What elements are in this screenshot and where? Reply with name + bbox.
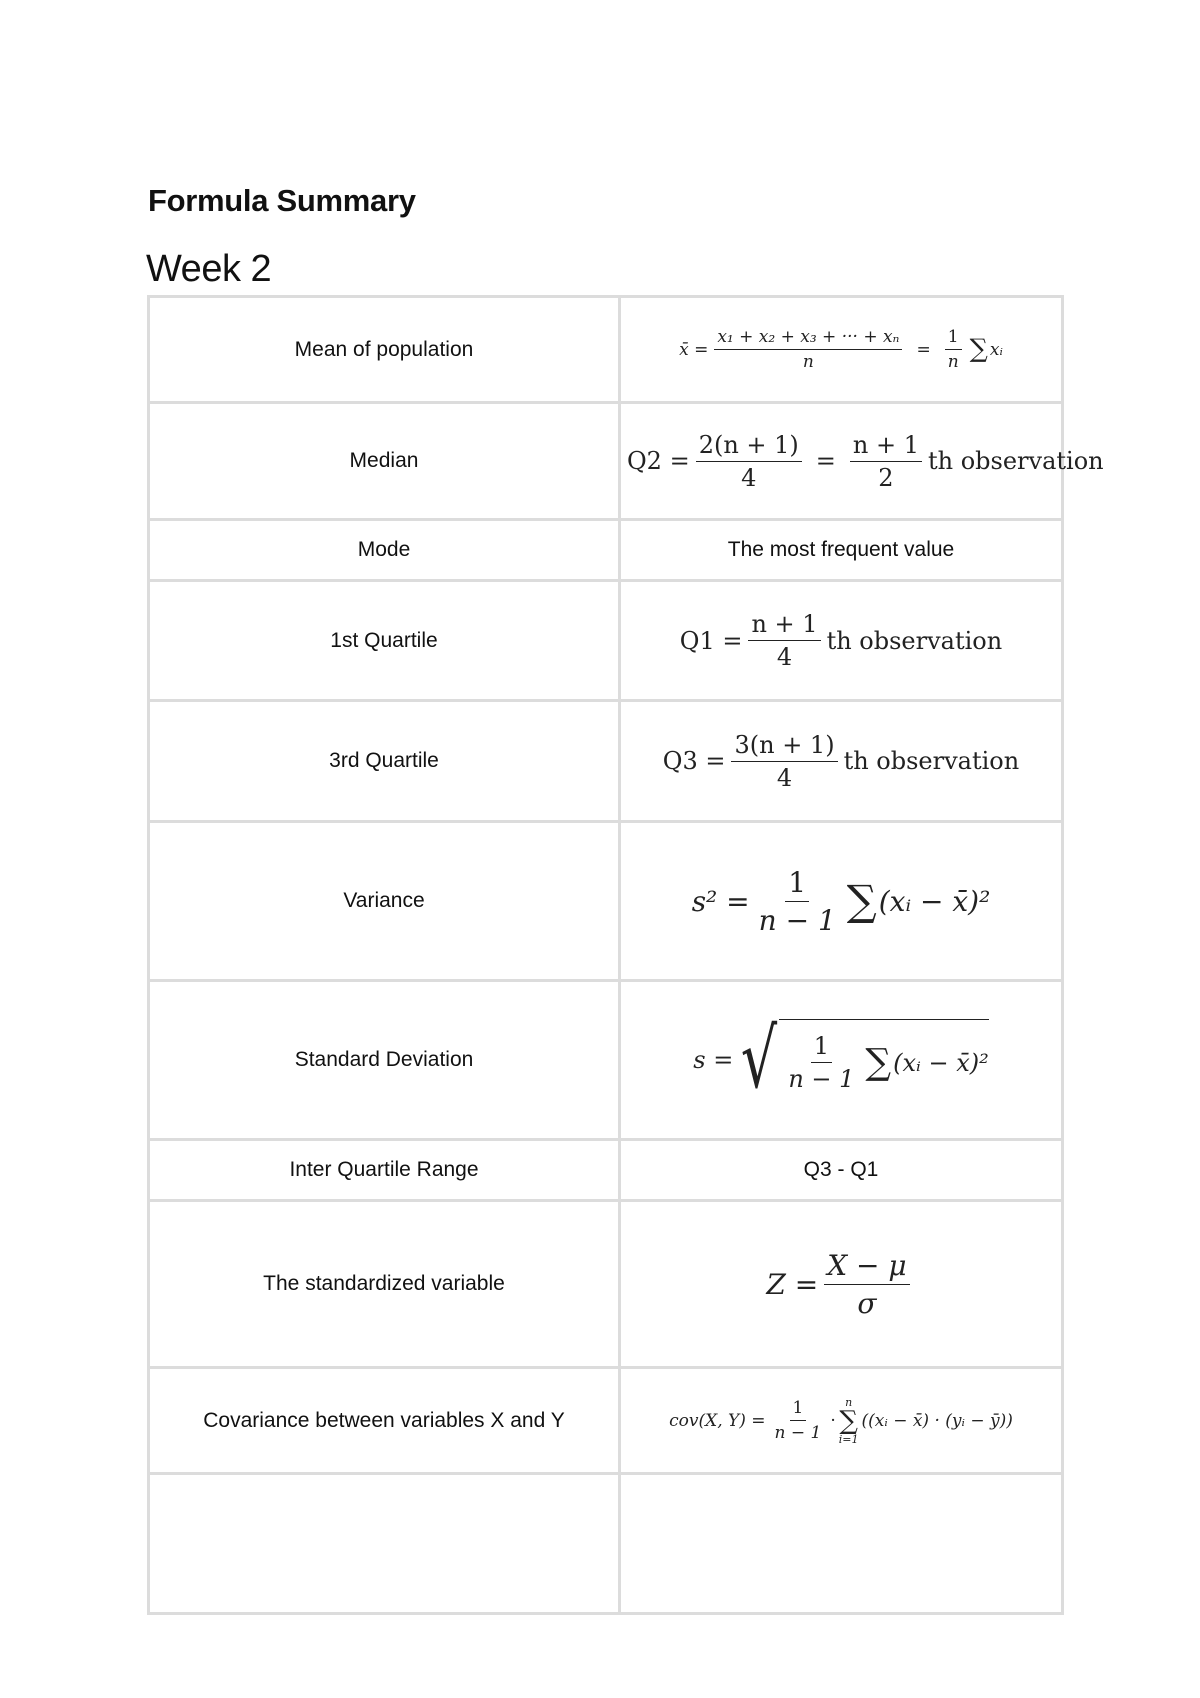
- formula-denominator: 4: [776, 643, 793, 671]
- formula-fraction: [824, 1249, 909, 1320]
- formula-denominator: σ: [857, 1286, 877, 1320]
- table-row: [149, 981, 1063, 1140]
- formula-fraction: [748, 610, 820, 671]
- formula-numerator: 1: [785, 866, 809, 902]
- variance-formula: [620, 822, 1063, 981]
- document-title: Formula Summary: [148, 183, 416, 218]
- formula-name: Covariance between variables X and Y: [149, 1368, 620, 1474]
- formula-fraction: [731, 731, 837, 792]
- formula-fraction: [785, 1032, 857, 1093]
- formula-denominator: n − 1: [788, 1065, 855, 1093]
- formula-numerator: n + 1: [748, 610, 820, 641]
- formula-numerator: n + 1: [850, 431, 922, 462]
- sum-symbol: ∑: [969, 333, 988, 364]
- median-formula: [620, 403, 1104, 520]
- table-row: [149, 701, 1063, 822]
- formula-name: Mean of population: [149, 297, 620, 403]
- formula-lhs: Q3 =: [662, 747, 726, 775]
- sum-upper-limit: n: [845, 1395, 853, 1409]
- sum-lower-limit: i=1: [838, 1432, 859, 1446]
- formula-name: Variance: [149, 822, 620, 981]
- formula-table: [147, 295, 1104, 1615]
- standard-deviation-formula: [620, 981, 1063, 1140]
- formula-lhs: cov(X, Y) =: [669, 1410, 766, 1431]
- formula-numerator: 2(n + 1): [696, 431, 802, 462]
- table-row: [149, 1474, 1063, 1614]
- table-row: [149, 297, 1063, 403]
- formula-name: Median: [149, 403, 620, 520]
- standardized-variable-formula: [620, 1201, 1063, 1368]
- formula-dot: ·: [830, 1410, 836, 1431]
- sum-symbol: ∑: [846, 876, 877, 925]
- formula-tail: th observation: [826, 626, 1003, 655]
- formula-tail: (xᵢ − x̄)²: [878, 884, 991, 918]
- formula-fraction: [945, 327, 962, 372]
- formula-name: 3rd Quartile: [149, 701, 620, 822]
- empty-formula-cell: [620, 1474, 1063, 1614]
- formula-fraction: [696, 431, 802, 492]
- formula-denominator: n: [947, 352, 959, 372]
- formula-numerator: 1: [790, 1398, 807, 1421]
- formula-name: Mode: [149, 520, 620, 581]
- sum-symbol: ∑: [865, 1041, 892, 1083]
- iqr-formula: Q3 - Q1: [620, 1140, 1063, 1201]
- formula-denominator: n − 1: [758, 903, 836, 937]
- formula-lhs: Q1 =: [679, 626, 743, 655]
- table-row: [149, 1368, 1063, 1474]
- square-root: [733, 1012, 989, 1108]
- formula-lhs: x̄ =: [679, 339, 709, 360]
- table-row: [149, 822, 1063, 981]
- formula-equals: =: [916, 339, 931, 360]
- formula-equals: =: [815, 447, 836, 475]
- radical-symbol: √: [741, 1012, 778, 1108]
- formula-tail: (xᵢ − x̄)²: [893, 1048, 989, 1077]
- formula-name: The standardized variable: [149, 1201, 620, 1368]
- formula-numerator: 3(n + 1): [731, 731, 837, 762]
- table-row: [149, 403, 1063, 520]
- formula-table-container: [147, 295, 1104, 1522]
- formula-name: Standard Deviation: [149, 981, 620, 1140]
- formula-numerator: x₁ + x₂ + x₃ + ··· + xₙ: [714, 327, 902, 350]
- formula-fraction: [772, 1398, 825, 1443]
- formula-numerator: 1: [945, 327, 962, 350]
- formula-name: 1st Quartile: [149, 581, 620, 701]
- formula-name: [149, 1474, 620, 1614]
- section-heading: Week 2: [146, 248, 272, 290]
- formula-numerator: 1: [811, 1032, 832, 1063]
- summation: [839, 1397, 859, 1445]
- formula-lhs: Q2 =: [627, 447, 690, 475]
- covariance-formula: [620, 1368, 1063, 1474]
- radicand: [779, 1019, 988, 1101]
- formula-denominator: n: [802, 352, 814, 372]
- formula-denominator: 4: [776, 763, 793, 792]
- formula-denominator: n − 1: [774, 1423, 822, 1443]
- table-row: [149, 1140, 1063, 1201]
- formula-fraction: [756, 866, 839, 937]
- formula-numerator: X − μ: [824, 1249, 909, 1285]
- formula-denominator: 4: [741, 463, 757, 492]
- formula-name: Inter Quartile Range: [149, 1140, 620, 1201]
- formula-lhs: s² =: [691, 884, 750, 918]
- table-row: [149, 581, 1063, 701]
- formula-tail: xᵢ: [989, 339, 1003, 360]
- mode-formula: The most frequent value: [620, 520, 1063, 581]
- formula-tail: ((xᵢ − x̄) · (yᵢ − ȳ)): [861, 1410, 1013, 1431]
- formula-fraction: [850, 431, 922, 492]
- formula-denominator: 2: [878, 463, 894, 492]
- table-row: [149, 520, 1063, 581]
- mean-formula: [620, 297, 1063, 403]
- formula-lhs: Z =: [766, 1267, 819, 1301]
- formula-tail: th observation: [843, 747, 1020, 775]
- formula-lhs: s =: [693, 1046, 734, 1074]
- first-quartile-formula: [620, 581, 1063, 701]
- formula-tail: th observation: [927, 447, 1104, 475]
- formula-fraction: [714, 327, 902, 372]
- table-row: [149, 1201, 1063, 1368]
- sum-symbol: ∑: [839, 1405, 858, 1436]
- third-quartile-formula: [620, 701, 1063, 822]
